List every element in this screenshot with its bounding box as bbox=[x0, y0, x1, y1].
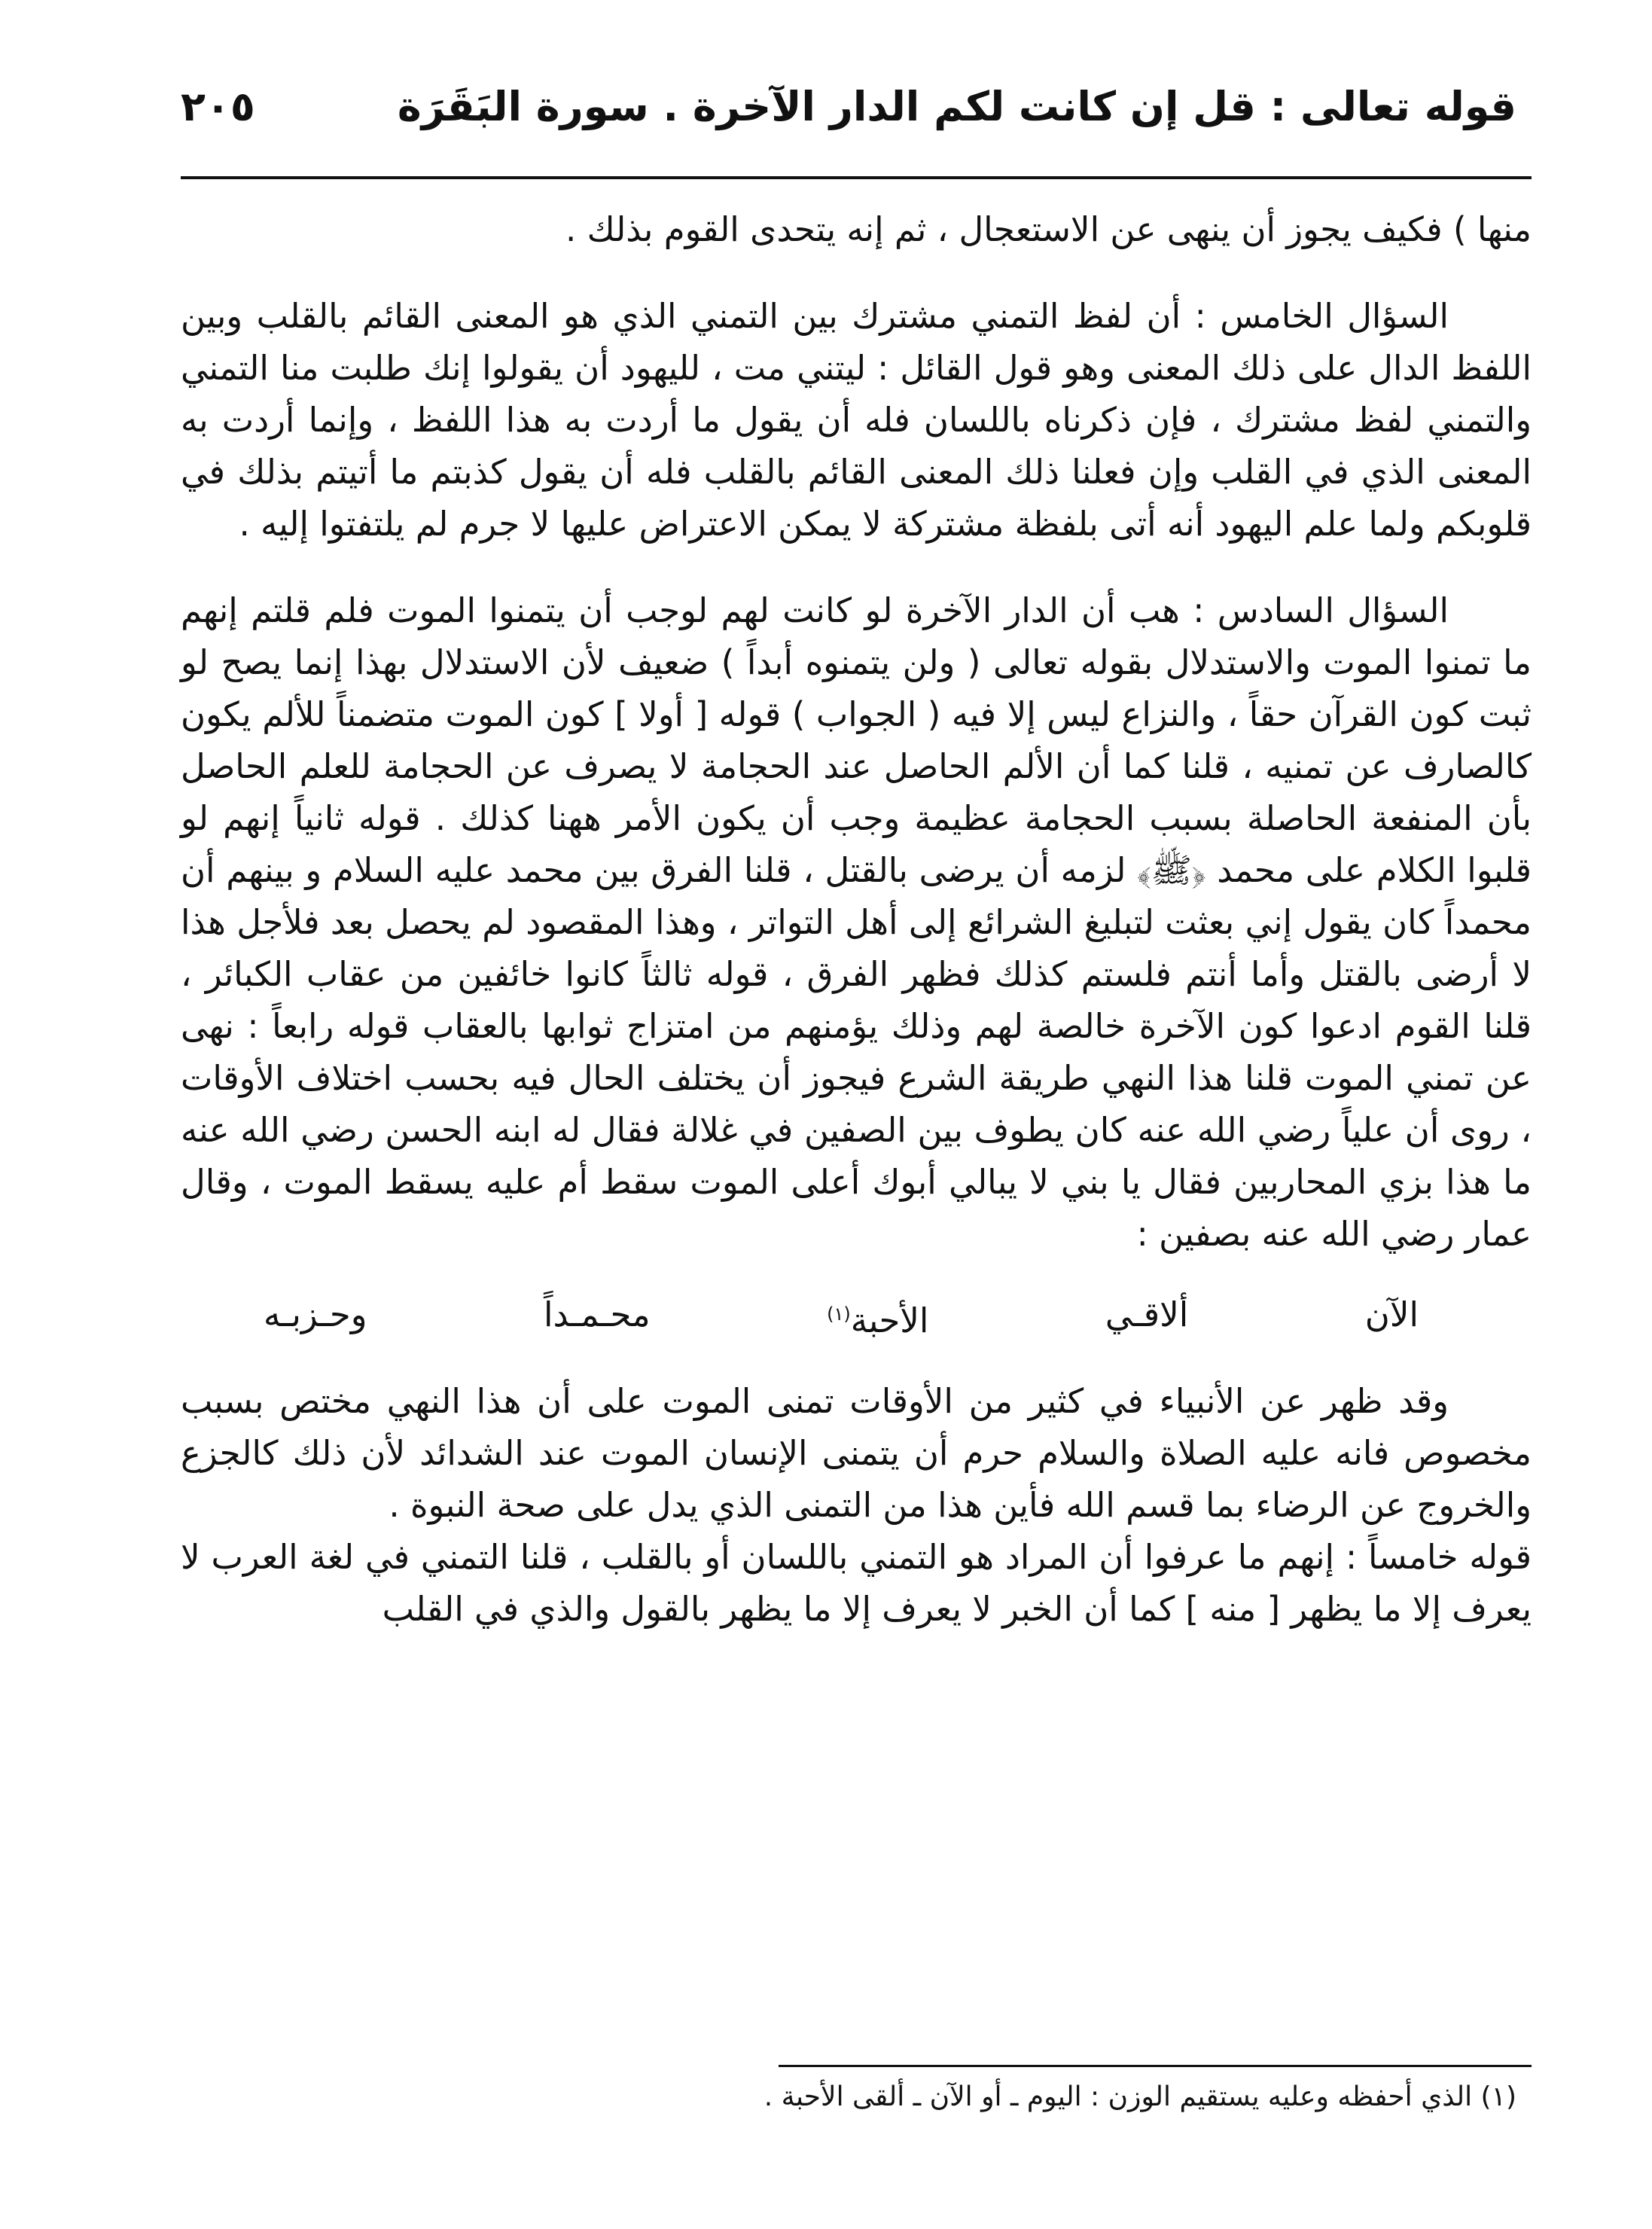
header-rule bbox=[181, 176, 1532, 179]
paragraph-sixth-question: السؤال السادس : هب أن الدار الآخرة لو كانت لهم لوجب أن يتمنوا الموت فلم قلتم إنهم ما تمنوا الموت والاستدلال بقوله تعالى ( ولن يتمنوه أبداً ) ضعيف لأن الاستدلال بهذا إنما يصح لو ثبت كون القرآن حقاً ، والنزاع ليس إلا فيه ( الجواب ) قوله [ أولا ] كون الموت متضمناً للألم يكون كالصارف عن تمنيه ، قلنا كما أن الألم الحاصل عند الحجامة لا يصرف عن الحجامة للعلم الحاصل بأن المنفعة الحاصلة بسبب الحجامة عظيمة وجب أن يكون الأمر ههنا كذلك . قوله ثانياً إنهم لو قلبوا الكلام على محمد ﴿ﷺ﴾ لزمه أن يرضى بالقتل ، قلنا الفرق بين محمد عليه السلام و بينهم أن محمداً كان يقول إني بعثت لتبليغ الشرائع إلى أهل التواتر ، وهذا المقصود لم يحصل بعد فلأجل هذا لا أرضى بالقتل وأما أنتم فلستم كذلك فظهر الفرق ، قوله ثالثاً كانوا خائفين من عقاب الكبائر ، قلنا القوم ادعوا كون الآخرة خالصة لهم وذلك يؤمنهم من امتزاج ثوابها بالعقاب قوله رابعاً : نهى عن تمني الموت قلنا هذا النهي طريقة الشرع فيجوز أن يختلف الحال فيه بحسب اختلاف الأوقات ، روى أن علياً رضي الله عنه كان يطوف بين الصفين في غلالة فقال له ابنه الحسن رضي الله عنه ما هذا بزي المحاربين فقال يا بني لا يبالي أبوك أعلى الموت سقط أم عليه يسقط الموت ، وقال عمار رضي الله عنه بصفين : bbox=[181, 590, 1532, 1254]
body-text bbox=[181, 203, 1532, 1635]
verse-word-1: الآن bbox=[1364, 1294, 1419, 1334]
paragraph-fifth-point: قوله خامساً : إنهم ما عرفوا أن المراد هو التمني باللسان أو بالقلب ، قلنا التمني في لغة العرب لا يعرف إلا ما يظهر [ منه ] كما أن الخبر لا يعرف إلا ما يظهر بالقول والذي في القلب bbox=[181, 1537, 1532, 1629]
paragraph-fifth-question: السؤال الخامس : أن لفظ التمني مشترك بين التمني الذي هو المعنى القائم بالقلب وبين اللفظ الدال على ذلك المعنى وهو قول القائل : ليتني مت ، لليهود أن يقولوا إنك طلبت منا التمني والتمني لفظ مشترك ، فإن ذكرناه باللسان فله أن يقول ما أردت به هذا اللفظ ، وإنما أردت به المعنى الذي في القلب وإن فعلنا ذلك المعنى القائم بالقلب فله أن يقول كذبتم ما أتيتم بذلك في قلوبكم ولما علم اليهود أنه أتى بلفظة مشتركة لا يمكن الاعتراض عليها لا جرم لم يلتفتوا إليه . bbox=[181, 296, 1532, 544]
page-number: ٢٠٥ bbox=[181, 83, 255, 130]
paragraph-continuation: منها ) فكيف يجوز أن ينهى عن الاستعجال ، ثم إنه يتحدى القوم بذلك . bbox=[565, 209, 1532, 249]
verse-word-2: ألاقـي bbox=[1105, 1294, 1189, 1334]
paragraph-prophets: وقد ظهر عن الأنبياء في كثير من الأوقات تمنى الموت على أن هذا النهي مختص بسبب مخصوص فانه عليه الصلاة والسلام حرم أن يتمنى الإنسان الموت عند الشدائد لأن ذلك كالجزع والخروج عن الرضاء بما قسم الله فأين هذا من التمنى الذي يدل على صحة النبوة . bbox=[181, 1381, 1532, 1525]
footnote: (١) الذي أحفظه وعليه يستقيم الوزن : اليوم ـ أو الآن ـ ألقى الأحبة . bbox=[764, 2081, 1516, 2112]
verse-word-3: الأحبة(١) bbox=[827, 1288, 928, 1346]
footnote-rule bbox=[779, 2065, 1532, 2067]
page-header bbox=[181, 75, 1532, 166]
poetry-verse bbox=[264, 1288, 1419, 1346]
footnote-marker: (١) bbox=[827, 1304, 851, 1325]
running-title: قوله تعالى : قل إن كانت لكم الدار الآخرة . سورة البَقَرَة bbox=[397, 83, 1516, 130]
verse-word-5: وحـزبـه bbox=[264, 1294, 367, 1334]
verse-word-4: محـمـداً bbox=[543, 1294, 651, 1334]
